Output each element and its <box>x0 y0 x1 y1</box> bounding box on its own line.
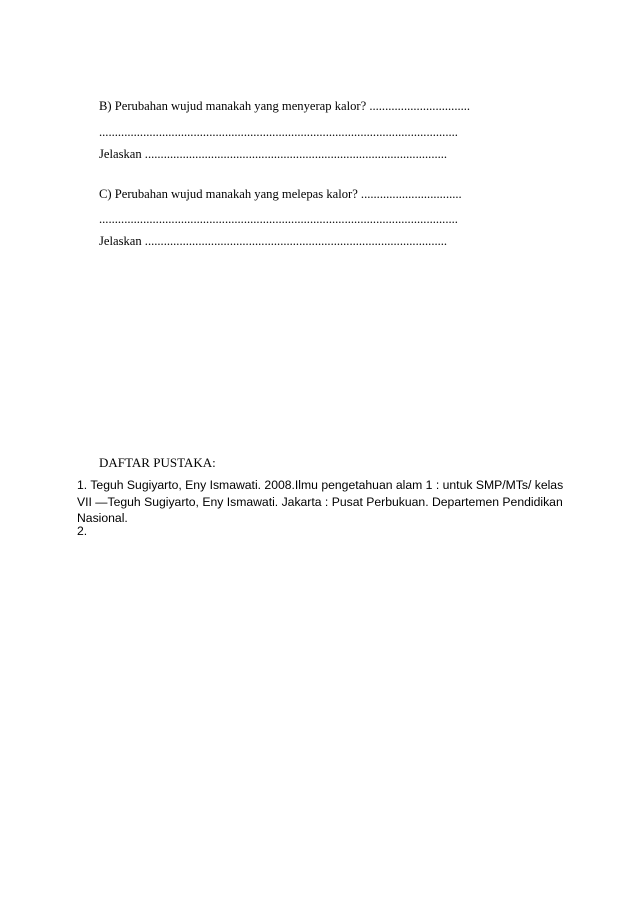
answer-line-b: .................................................................................................................. <box>99 125 458 139</box>
reference-1-line-1: 1. Teguh Sugiyarto, Eny Ismawati. 2008.Ilmu pengetahuan alam 1 : untuk SMP/MTs/ kelas <box>77 478 564 492</box>
question-c: C) Perubahan wujud manakah yang melepas kalor? ................................ <box>99 187 462 201</box>
explain-line-c: Jelaskan ................................................................................................ <box>99 234 448 248</box>
reference-1-line-2: VII —Teguh Sugiyarto, Eny Ismawati. Jakarta : Pusat Perbukuan. Departemen Pendidikan <box>77 495 563 509</box>
answer-line-c: .................................................................................................................. <box>99 212 458 226</box>
question-b: B) Perubahan wujud manakah yang menyerap kalor? ................................ <box>99 99 471 113</box>
reference-2: 2. <box>77 524 88 538</box>
explain-line-b: Jelaskan ................................................................................................ <box>99 147 448 161</box>
bibliography-heading: DAFTAR PUSTAKA: <box>99 455 216 470</box>
reference-1-line-3: Nasional. <box>77 511 128 525</box>
